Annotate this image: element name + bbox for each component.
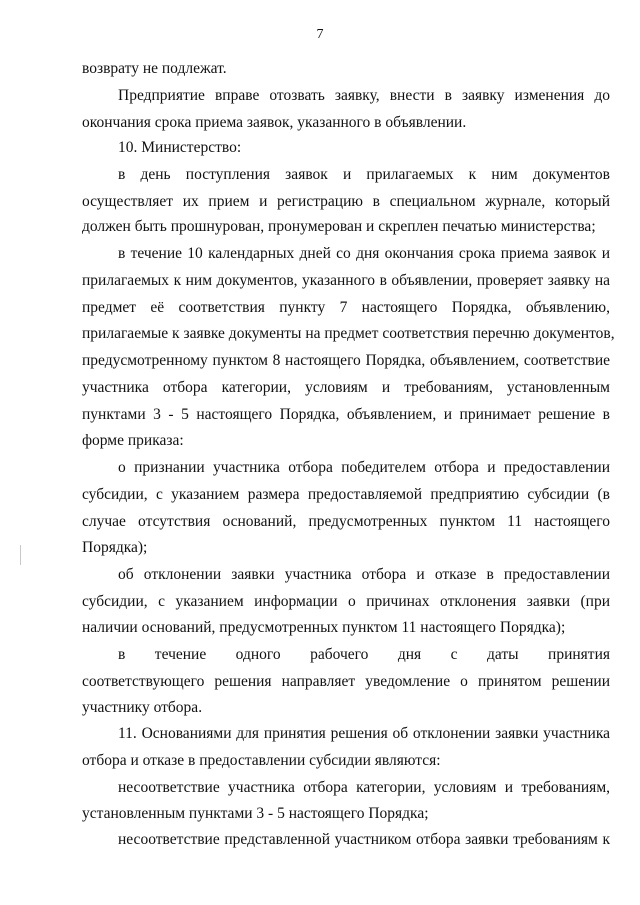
text-line: предусмотренному пунктом 8 настоящего Порядка, объявлением, соответствие (82, 352, 610, 369)
text-line: возврату не подлежат. (82, 60, 227, 77)
text-line: случае отсутствия оснований, предусмотренных пунктом 11 настоящего (82, 513, 610, 530)
text-line: пунктами 3 - 5 настоящего Порядка, объявлением, и принимает решение в (82, 406, 610, 423)
text-line: участника отбора категории, условиям и требованиям, установленным (82, 379, 610, 396)
text-line: несоответствие участника отбора категории, условиям и требованиям, (118, 779, 610, 796)
text-line: наличии оснований, предусмотренных пунктом 11 настоящего Порядка); (82, 619, 566, 636)
text-line: 10. Министерство: (118, 139, 242, 156)
text-line: 11. Основаниями для принятия решения об отклонении заявки участника (118, 725, 610, 742)
text-line: Предприятие вправе отозвать заявку, внести в заявку изменения до (118, 87, 610, 104)
text-line: несоответствие представленной участником отбора заявки требованиям к (118, 831, 610, 848)
text-line: установленным пунктами 3 - 5 настоящего Порядка; (82, 805, 429, 822)
text-line: прилагаемых к ним документов, указанного в объявлении, проверяет заявку на (82, 272, 610, 289)
text-line: субсидии, с указанием размера предоставляемой предприятию субсидии (в (82, 486, 610, 503)
scan-margin-mark (20, 545, 21, 565)
text-line: окончания срока приема заявок, указанного в объявлении. (82, 114, 467, 131)
text-line: прилагаемые к заявке документы на предмет соответствия перечню документов, (82, 325, 615, 342)
text-line: в течение 10 календарных дней со дня окончания срока приема заявок и (118, 245, 610, 262)
page-number: 7 (316, 27, 324, 42)
text-line: осуществляет их прием и регистрацию в специальном журнале, который (82, 193, 610, 210)
text-line: отбора и отказе в предоставлении субсидии являются: (82, 752, 441, 769)
text-line: в день поступления заявок и прилагаемых к ним документов (118, 166, 610, 183)
text-line: Порядка); (82, 539, 148, 556)
text-line: форме приказа: (82, 432, 184, 449)
text-line: участнику отбора. (82, 699, 203, 716)
text-line: соответствующего решения направляет уведомление о принятом решении (82, 673, 610, 690)
text-line: о признании участника отбора победителем отбора и предоставлении (118, 459, 610, 476)
text-line: субсидии, с указанием информации о причинах отклонения заявки (при (82, 593, 610, 610)
text-line: предмет её соответствия пункту 7 настоящего Порядка, объявлению, (82, 299, 610, 316)
text-line: в течение одного рабочего дня с даты принятия (118, 646, 610, 663)
text-line: об отклонении заявки участника отбора и отказе в предоставлении (118, 566, 610, 583)
text-line: должен быть прошнурован, пронумерован и скреплен печатью министерства; (82, 218, 596, 235)
